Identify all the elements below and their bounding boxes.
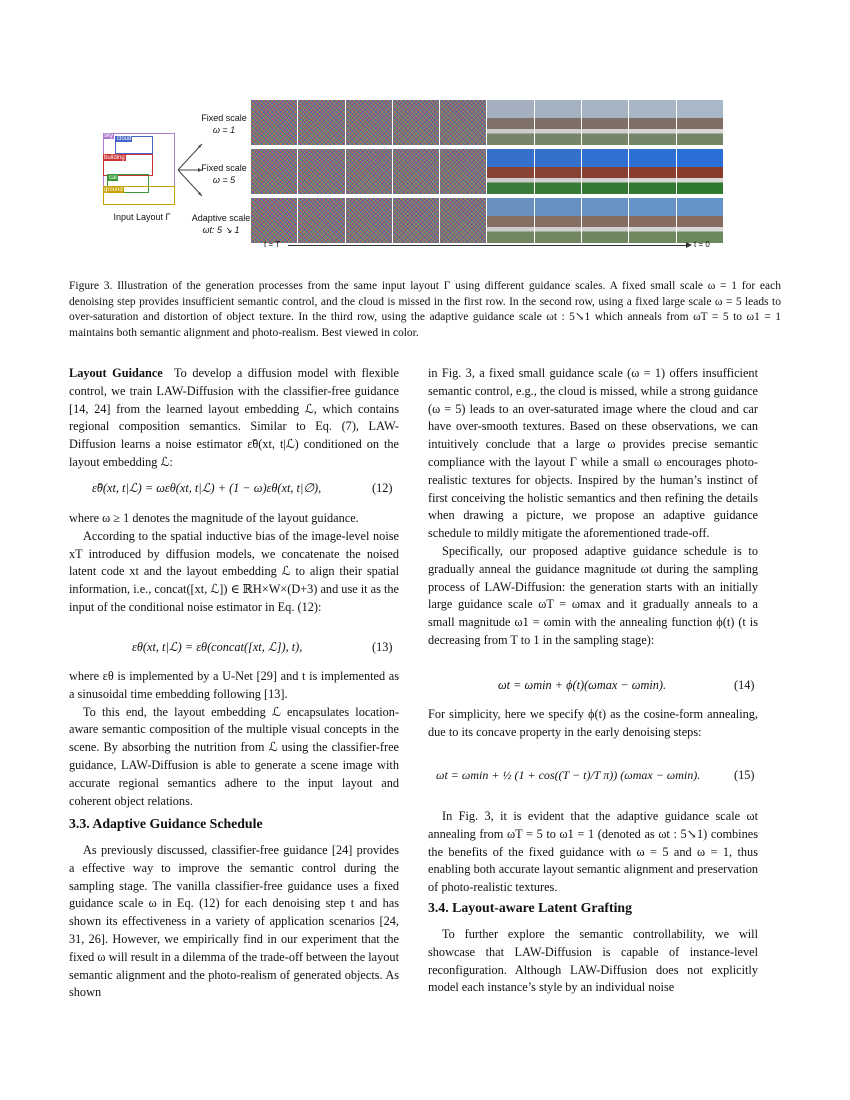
equation-15: ωt = ωmin + ½ (1 + cos((T − t)/T π)) (ωmax − ωmin). bbox=[436, 768, 701, 782]
generation-step-image bbox=[251, 100, 297, 145]
left-paragraph-6: As previously discussed, classifier-free guidance [24] provides a effective way to improve the semantic control during the sampling stage. The vanilla classifier-free guidance uses a fixed guidance scale ω in Eq. (12) for each denoising step t and has shown its effectiveness in a variety of application scenarios [24, 31, 26]. However, we empirically find in our experiment that the fixed ω will result in a dilemma of the trade-off between the layout semantic alignment and the photo-realism of generated objects. As shown bbox=[69, 843, 399, 1000]
equation-12-number: (12) bbox=[372, 481, 393, 495]
right-column-middle bbox=[428, 706, 758, 742]
generation-step-image bbox=[346, 198, 392, 243]
time-end-label: t = 0 bbox=[694, 240, 710, 249]
generation-step-image bbox=[487, 100, 533, 145]
generation-step-image bbox=[298, 100, 344, 145]
paragraph-heading-layout-guidance: Layout Guidance bbox=[69, 366, 163, 380]
generation-step-image bbox=[440, 100, 486, 145]
row-2-sub: ω = 5 bbox=[212, 175, 236, 185]
right-column-bottom bbox=[428, 926, 758, 997]
time-arrow bbox=[288, 245, 688, 246]
generation-step-image bbox=[440, 198, 486, 243]
right-paragraph-2: Specifically, our proposed adaptive guidance schedule is to gradually anneal the guidance magnitude ωt during the sampling process of LAW-Diffusion: the generation starts with an initially large guidance scale ωT = ωmax and it gradually anneals to a small magnitude ω1 = ωmin with the annealing function ϕ(t) (t is decreasing from T to 1 in the sampling stage): bbox=[428, 543, 758, 647]
row-2-title: Fixed scale bbox=[201, 163, 247, 173]
equation-14: ωt = ωmin + ϕ(t)(ωmax − ωmin). bbox=[498, 678, 667, 692]
generation-step-image bbox=[440, 149, 486, 194]
layout-label-ground: ground bbox=[104, 187, 123, 193]
row-1-label bbox=[196, 112, 252, 136]
row-2-strip bbox=[251, 149, 723, 194]
generation-step-image bbox=[487, 149, 533, 194]
generation-step-image bbox=[393, 198, 439, 243]
equation-13: εθ(xt, t|ℒ) = εθ(concat([xt, ℒ]), t), bbox=[132, 640, 303, 654]
figure-caption: Figure 3. Illustration of the generation processes from the same input layout Γ using different guidance scales. A fixed small scale ω = 1 for each denoising step provides insufficient semantic control, and the cloud is missed in the first row. In the second row, using a fixed large scale ω = 5 leads to over-saturation and distortion of object texture. In the third row, using the adaptive guidance scale ωt : 5↘1 which anneals from ωT = 5 to ω1 = 1 maintains both semantic alignment and photo-realism. Best viewed in color. bbox=[69, 280, 781, 339]
equation-13-number: (13) bbox=[372, 640, 393, 654]
generation-step-image bbox=[677, 100, 723, 145]
layout-label-building: building bbox=[104, 155, 125, 161]
left-paragraph-5: To this end, the layout embedding ℒ encapsulates location-aware semantic composition of the multiple visual concepts in the scene. By absorbing the nutrition from ℒ using the classifier-free guidance, LAW-Diffusion is able to generate a scene image with accurate regional semantics adhere to the input layout and coherent object relations. bbox=[69, 704, 399, 808]
right-paragraph-4: In Fig. 3, it is evident that the adaptive guidance scale ωt annealing from ωT = 5 to ω1 = 1 (denoted as ωt : 5↘1) combines the benefits of the fixed guidance with ω = 5 and ω = 1, thus enabling both accurate layout semantic alignment and preservation of photo-realistic textures. bbox=[428, 809, 758, 895]
layout-label-sky: sky bbox=[104, 133, 113, 139]
row-1-sub: ω = 1 bbox=[212, 125, 236, 135]
row-3-title: Adaptive scale bbox=[191, 213, 251, 223]
right-paragraph-5: To further explore the semantic controllability, we will showcase that LAW-Diffusion is capable of instance-level reconfiguration. Although LAW-Diffusion does not explicitly model each instance’s style by an individual noise bbox=[428, 927, 758, 995]
generation-step-image bbox=[677, 198, 723, 243]
left-column-middle bbox=[69, 510, 399, 617]
section-3-4-heading: 3.4. Layout-aware Latent Grafting bbox=[428, 900, 632, 915]
generation-step-image bbox=[677, 149, 723, 194]
equation-15-number: (15) bbox=[734, 768, 755, 782]
input-layout-diagram bbox=[103, 133, 177, 207]
generation-step-image bbox=[629, 149, 675, 194]
left-paragraph-3: According to the spatial inductive bias of the image-level noise xT introduced by diffusion models, we concatenate the noised latent code xt and the layout embedding ℒ to align their spatial information, i.e., concat([xt, ℒ]) ∈ ℝH×W×(D+3) and use it as the input of the conditional noise estimator in Eq. (12): bbox=[69, 528, 400, 614]
row-3-label bbox=[188, 212, 254, 236]
right-column-top bbox=[428, 365, 758, 650]
left-paragraph-2: where ω ≥ 1 denotes the magnitude of the layout guidance. bbox=[69, 511, 359, 525]
generation-step-image bbox=[298, 149, 344, 194]
left-column-top bbox=[69, 365, 399, 472]
generation-step-image bbox=[582, 198, 628, 243]
generation-step-image bbox=[582, 149, 628, 194]
layout-label-cloud: cloud bbox=[117, 136, 132, 142]
right-paragraph-1: in Fig. 3, a fixed small guidance scale (ω = 1) offers insufficient semantic control, e.g., the cloud is missed, while a strong guidance (ω = 5) leads to an over-saturated image where the cloud and car have over-smooth textures. Based on these observations, we can intuitively conclude that a large ω provides precise semantic compliance with the layout Γ while a small ω encourages photo-realistic textures for objects. Inspired by the human’s instinct of first conceiving the holistic semantics and then refining the details when drawing a picture, we propose an adaptive guidance schedule to mildly mitigate the aforementioned trade-off. bbox=[428, 366, 758, 541]
generation-step-image bbox=[251, 198, 297, 243]
row-3-strip bbox=[251, 198, 723, 243]
generation-step-image bbox=[346, 149, 392, 194]
left-column-lower bbox=[69, 668, 399, 810]
row-1-strip bbox=[251, 100, 723, 145]
generation-step-image bbox=[393, 100, 439, 145]
generation-step-image bbox=[582, 100, 628, 145]
right-paragraph-3: For simplicity, here we specify ϕ(t) as the cosine-form annealing, due to its concave property in the early denoising steps: bbox=[428, 707, 758, 739]
layout-label-car: car bbox=[109, 175, 118, 181]
equation-12: ε̃θ(xt, t|ℒ) = ωεθ(xt, t|ℒ) + (1 − ω)εθ(xt, t|∅), bbox=[92, 481, 322, 495]
generation-step-image bbox=[298, 198, 344, 243]
generation-step-image bbox=[487, 198, 533, 243]
row-1-title: Fixed scale bbox=[201, 113, 247, 123]
generation-step-image bbox=[629, 100, 675, 145]
time-start-label: t = T bbox=[264, 240, 281, 249]
generation-step-image bbox=[346, 100, 392, 145]
generation-step-image bbox=[535, 100, 581, 145]
generation-step-image bbox=[251, 149, 297, 194]
left-paragraph-4: where εθ is implemented by a U-Net [29] and t is implemented as a sinusoidal time embedding following [13]. bbox=[69, 669, 399, 701]
left-paragraph-1: To develop a diffusion model with flexible control, we train LAW-Diffusion with the classifier-free guidance [14, 24] from the learned layout embedding ℒ, which contains regional composition semantics. Similar to Eq. (7), LAW-Diffusion learns a noise estimator ε̃θ(xt, t|ℒ) conditioned on the layout embedding ℒ: bbox=[69, 366, 400, 469]
left-column-bottom bbox=[69, 842, 399, 1002]
generation-step-image bbox=[535, 149, 581, 194]
generation-step-image bbox=[535, 198, 581, 243]
row-3-sub: ωt: 5 ↘ 1 bbox=[202, 225, 240, 235]
equation-14-number: (14) bbox=[734, 678, 755, 692]
generation-step-image bbox=[629, 198, 675, 243]
row-2-label bbox=[196, 162, 252, 186]
input-layout-label: Input Layout Γ bbox=[113, 212, 171, 222]
right-column-lower bbox=[428, 808, 758, 897]
generation-step-image bbox=[393, 149, 439, 194]
section-3-3-heading: 3.3. Adaptive Guidance Schedule bbox=[69, 816, 263, 831]
